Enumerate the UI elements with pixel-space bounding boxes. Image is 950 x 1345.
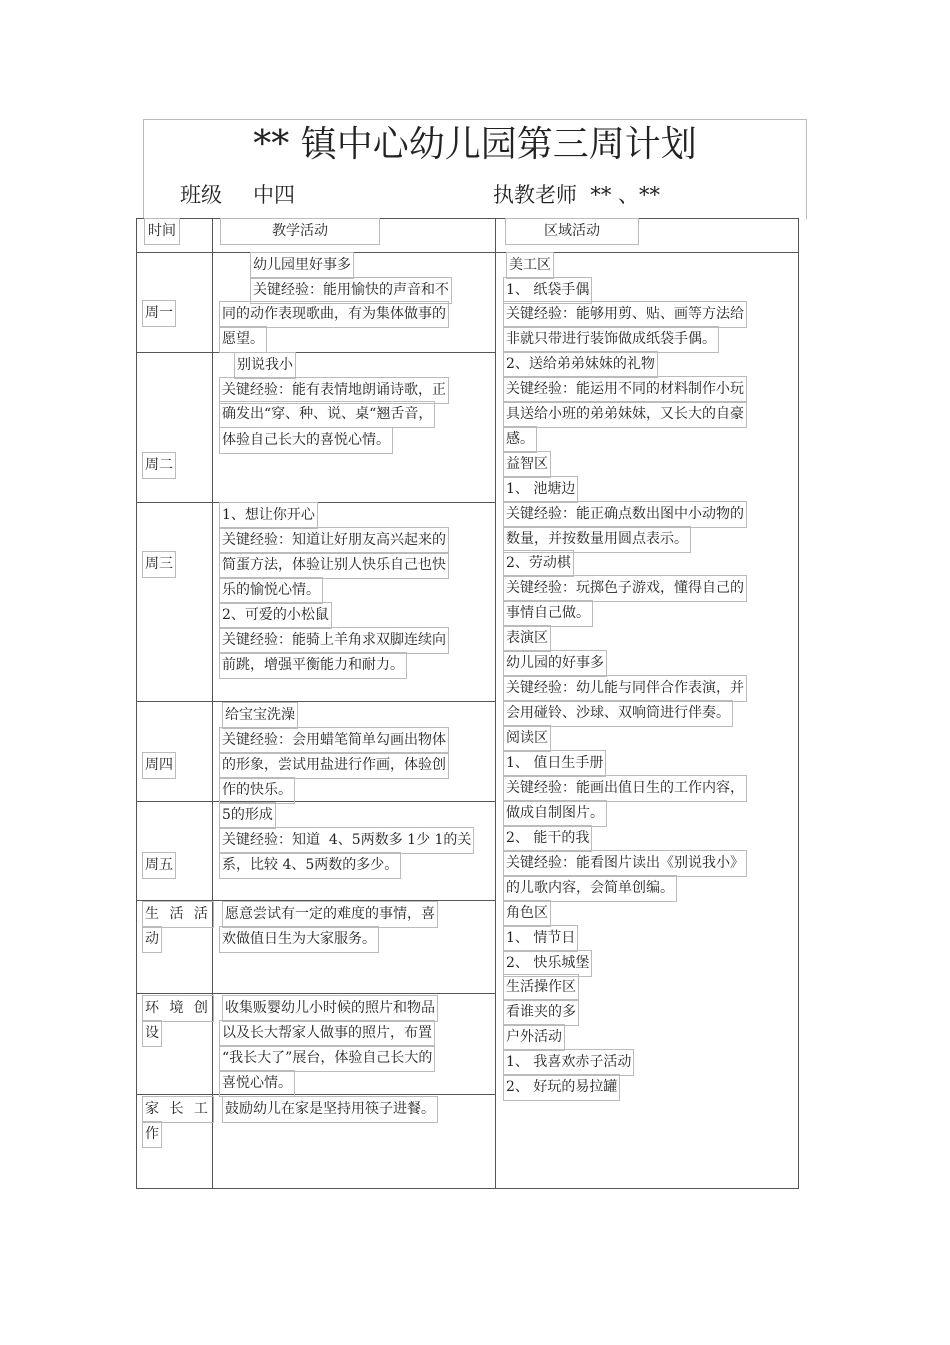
area-item: 2、 好玩的易拉罐 — [503, 1074, 620, 1101]
wed-line: 关键经验：知道让好朋友高兴起来的 — [219, 527, 449, 554]
area-line: 关键经验：能画出值日生的工作内容， — [503, 775, 747, 802]
wed-row-border — [136, 701, 496, 702]
mon-line: 关键经验：能用愉快的声音和不 — [250, 277, 452, 304]
thu-title: 给宝宝洗澡 — [222, 702, 298, 729]
area-item: 1、 纸袋手偶 — [503, 277, 592, 304]
thu-line: 关键经验：会用蜡笔简单勾画出物体 — [219, 727, 449, 754]
tue-line: 体验自己长大的喜悦心情。 — [219, 427, 393, 454]
mon-title: 幼儿园里好事多 — [250, 252, 354, 279]
env-label-1: 环 境 创 — [142, 995, 214, 1022]
area-heading: 美工区 — [506, 252, 554, 279]
area-line: 具送给小班的弟弟妹妹，又长大的自豪 — [503, 401, 747, 428]
wed-line: 关键经验：能骑上羊角求双脚连续向 — [219, 627, 449, 654]
life-row-border — [136, 993, 496, 994]
tue-line: 确发出“穿、种、说、桌“翘舌音， — [219, 401, 435, 428]
area-line: 关键经验：幼儿能与同伴合作表演，并 — [503, 675, 747, 702]
area-item: 1、 池塘边 — [503, 476, 578, 503]
wed-line: 乐的愉悦心情。 — [219, 577, 323, 604]
parent-line: 鼓励幼儿在家是坚持用筷子进餐。 — [222, 1096, 438, 1123]
env-line: “我长大了”展台，体验自己长大的 — [219, 1045, 435, 1072]
area-line: 数量，并按数量用圆点表示。 — [503, 526, 691, 553]
header-border-top — [143, 119, 807, 120]
area-item: 1、 值日生手册 — [503, 750, 606, 777]
thu-line: 的形象，尝试用盐进行作画，体验创 — [219, 752, 449, 779]
tue-mark — [144, 478, 154, 479]
parent-label-2: 作 — [142, 1121, 162, 1148]
day-label-mon: 周一 — [142, 300, 176, 327]
area-item: 2、送给弟弟妹妹的礼物 — [503, 351, 658, 378]
wed-title: 1、想让你开心 — [219, 502, 318, 529]
env-line: 收集贩婴幼儿小时候的照片和物品 — [222, 995, 438, 1022]
day-label-fri: 周五 — [142, 852, 176, 879]
wed-line: 前跳，增强平衡能力和耐力。 — [219, 652, 407, 679]
mon-row-border — [136, 352, 496, 353]
class-label: 班级 — [180, 183, 222, 207]
area-heading: 生活操作区 — [503, 974, 579, 1001]
day-label-tue: 周二 — [142, 452, 176, 479]
area-line: 事情自己做。 — [503, 600, 593, 627]
life-label-2: 动 — [142, 926, 162, 953]
area-heading: 表演区 — [503, 625, 551, 652]
area-line: 关键经验：玩掷色子游戏，懂得自己的 — [503, 575, 747, 602]
area-line: 关键经验：能正确点数出图中小动物的 — [503, 501, 747, 528]
area-item: 看谁夹的多 — [503, 999, 579, 1026]
area-item: 2、劳动棋 — [503, 550, 574, 577]
area-line: 非就只带进行装饰做成纸袋手偶。 — [503, 326, 719, 353]
teaching-col-border — [495, 218, 496, 1189]
col-header-time: 时间 — [144, 218, 180, 245]
area-item: 2、 能干的我 — [503, 825, 592, 852]
area-heading: 角色区 — [503, 900, 551, 927]
env-line: 喜悦心情。 — [219, 1070, 295, 1097]
life-line: 愿意尝试有一定的难度的事情，喜 — [222, 901, 438, 928]
area-line: 感。 — [503, 426, 537, 453]
area-line: 的儿歌内容，会简单创编。 — [503, 875, 677, 902]
area-heading: 益智区 — [503, 451, 551, 478]
area-line: 关键经验：能看图片读出《别说我小》 — [503, 850, 747, 877]
fri-line: 关键经验：知道 4、5两数多 1少 1的关 — [219, 827, 474, 854]
fri-line: 系，比较 4、5两数的多少。 — [219, 852, 401, 879]
day-label-thu: 周四 — [142, 752, 176, 779]
parent-label-1: 家 长 工 — [142, 1096, 214, 1123]
table-left-border — [136, 218, 137, 1189]
col-header-teaching: 教学活动 — [220, 218, 380, 245]
tue-line: 关键经验：能有表情地朗诵诗歌，正 — [219, 377, 449, 404]
class-value: 中四 — [253, 183, 295, 207]
wed-title-2: 2、可爱的小松鼠 — [219, 602, 332, 629]
area-heading: 户外活动 — [503, 1024, 565, 1051]
area-line: 关键经验：能够用剪、贴、画等方法给 — [503, 301, 747, 328]
col-header-area: 区域活动 — [505, 218, 639, 245]
page-title: ** 镇中心幼儿园第三周计划 — [253, 124, 697, 165]
table-bottom-border — [136, 1188, 799, 1189]
area-line: 关键经验：能运用不同的材料制作小玩 — [503, 376, 747, 403]
area-line: 会用碰铃、沙球、双响筒进行伴奏。 — [503, 700, 733, 727]
mon-line: 同的动作表现歌曲，有为集体做事的 — [219, 301, 449, 328]
area-heading: 阅读区 — [503, 725, 551, 752]
day-label-wed: 周三 — [142, 551, 176, 578]
table-right-border — [798, 218, 799, 1189]
area-item: 2、 快乐城堡 — [503, 950, 592, 977]
area-line: 做成自制图片。 — [503, 800, 607, 827]
env-row-border — [136, 1094, 496, 1095]
env-label-2: 设 — [142, 1020, 162, 1047]
time-col-border — [212, 218, 213, 1189]
tue-title: 别说我小 — [234, 352, 296, 379]
teacher-info: 执教老师 ** 、** — [493, 183, 661, 207]
thu-line: 作的快乐。 — [219, 777, 295, 804]
env-line: 以及长大帮家人做事的照片，布置 — [219, 1020, 435, 1047]
mon-line: 愿望。 — [219, 326, 267, 353]
life-label-1: 生 活 活 — [142, 901, 214, 928]
life-line: 欢做值日生为大家服务。 — [219, 926, 379, 953]
thu-row-border — [136, 801, 496, 802]
fri-title: 5的形成 — [219, 802, 276, 829]
area-item: 1、 我喜欢赤子活动 — [503, 1049, 634, 1076]
wed-line: 简蛋方法，体验让别人快乐自己也快 — [219, 552, 449, 579]
header-row-border — [136, 252, 799, 253]
area-item: 1、 情节日 — [503, 925, 578, 952]
area-item: 幼儿园的好事多 — [503, 650, 607, 677]
